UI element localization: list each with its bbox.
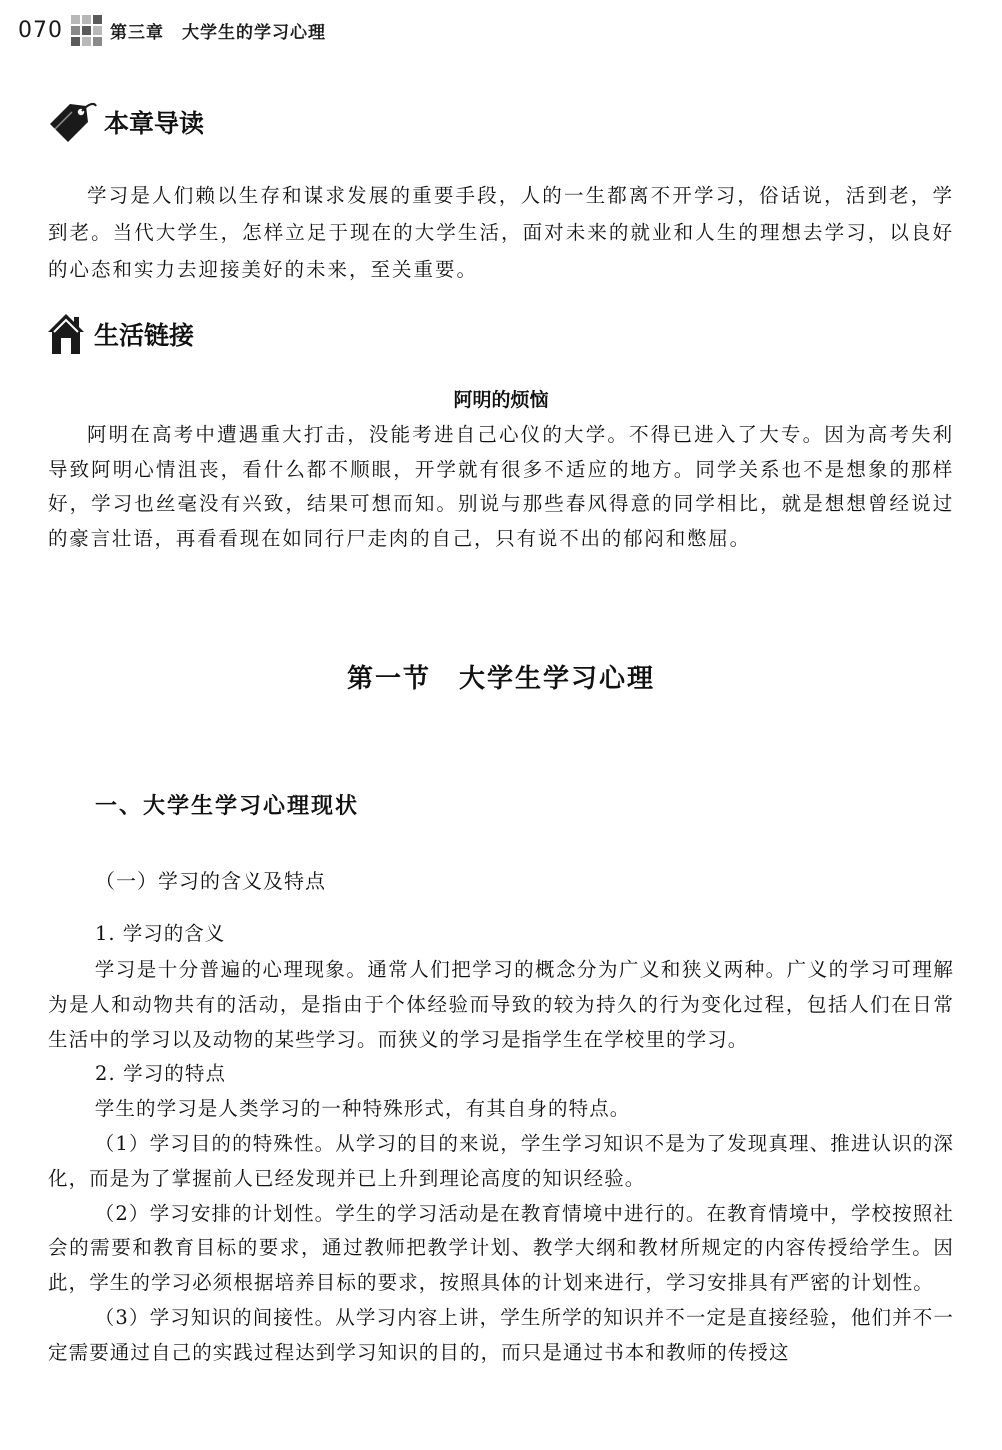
intro-title: 本章导读 <box>104 109 205 138</box>
point-3-paragraph: （3）学习知识的间接性。从学习内容上讲，学生所学的知识并不一定是直接经验，他们并不一定需要通过自己的实践过程达到学习知识的目的，而只是通过书本和教师的传授这 <box>48 1305 954 1364</box>
point-1-paragraph: （1）学习目的的特殊性。从学习的目的来说，学生学习知识不是为了发现真理、推进认识的深化，而是为了掌握前人已经发现并已上升到理论高度的知识经验。 <box>48 1131 954 1190</box>
chapter-label: 第三章 大学生的学习心理 <box>110 22 326 43</box>
item1-paragraph: 学习是十分普遍的心理现象。通常人们把学习的概念分为广义和狭义两种。广义的学习可理解为是人和动物共有的活动，是指由于个体经验而导致的较为持久的行为变化过程，包括人们在日常生活中的学习以及动物的某些学习。而狭义的学习是指学生在学校里的学习。 <box>48 958 954 1051</box>
life-link-heading <box>46 312 194 356</box>
life-link-title: 生活链接 <box>94 321 195 350</box>
grid-squares-icon <box>71 15 102 46</box>
story-title: 阿明的烦恼 <box>453 389 549 411</box>
item1-label: 1. 学习的含义 <box>95 922 226 945</box>
intro-heading <box>46 100 204 144</box>
heading-level-2: （一）学习的含义及特点 <box>95 869 326 893</box>
house-icon <box>46 312 86 356</box>
item2-label: 2. 学习的特点 <box>95 1062 227 1086</box>
page-number: 070 <box>18 17 63 43</box>
point-2-paragraph: （2）学习安排的计划性。学生的学习活动是在教育情境中进行的。在教育情境中，学校按照社会的需要和教育目标的要求，通过教师把教学计划、教学大纲和教材所规定的内容传授给学生。因此，学生的学习必须根据培养目标的要求，按照具体的计划来进行，学习安排具有严密的计划性。 <box>48 1201 954 1295</box>
story-paragraph: 阿明在高考中遭遇重大打击，没能考进自己心仪的大学。不得已进入了大专。因为高考失利导致阿明心情沮丧，看什么都不顺眼，开学就有很多不适应的地方。同学关系也不是想象的那样好，学习也丝毫没有兴致，结果可想而知。别说与那些春风得意的同学相比，就是想想曾经说过的豪言壮语，再看看现在如同行尸走肉的自己，只有说不出的郁闷和憋屈。 <box>48 423 954 551</box>
tag-icon <box>46 100 98 144</box>
intro-paragraph: 学习是人们赖以生存和谋求发展的重要手段，人的一生都离不开学习，俗话说，活到老，学到老。当代大学生，怎样立足于现在的大学生活，面对未来的就业和人生的理想去学习，以良好的心态和实力去迎接美好的未来，至关重要。 <box>48 184 954 281</box>
running-header <box>18 8 326 52</box>
section-body <box>48 953 954 1371</box>
heading-level-1: 一、大学生学习心理现状 <box>95 794 360 819</box>
item2-intro: 学生的学习是人类学习的一种特殊形式，有其自身的特点。 <box>94 1097 631 1121</box>
section-title: 第一节 大学生学习心理 <box>346 664 655 694</box>
